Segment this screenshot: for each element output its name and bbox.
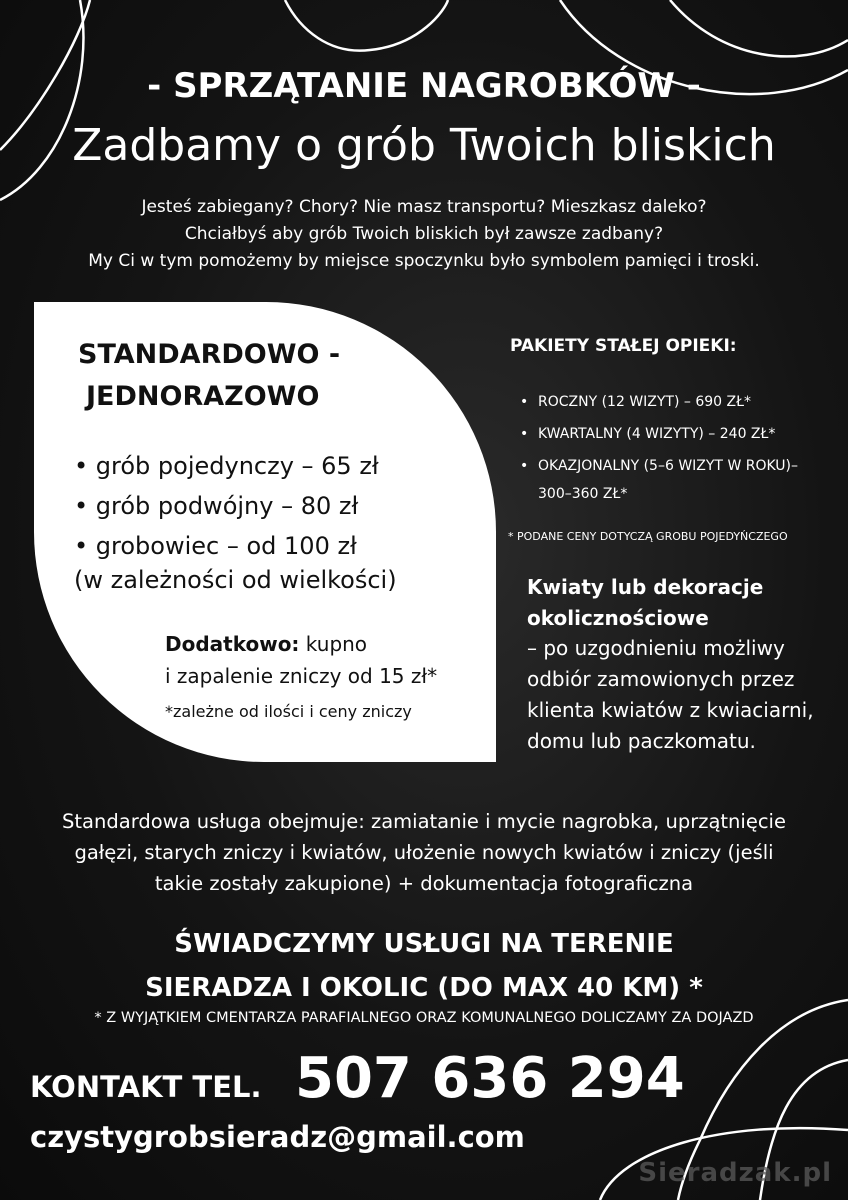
page-title: - SPRZĄTANIE NAGROBKÓW -: [147, 66, 701, 106]
intro-line: Jesteś zabiegany? Chory? Nie masz transportu? Mieszkasz daleko?: [141, 197, 707, 217]
email-address[interactable]: czystygrobsieradz@gmail.com: [30, 1120, 525, 1154]
page-subtitle: Zadbamy o grób Twoich bliskich: [72, 120, 776, 171]
area-line: ŚWIADCZYMY USŁUGI NA TERENIE: [174, 929, 674, 959]
area-note: * Z WYJĄTKIEM CMENTARZA PARAFIALNEGO ORAZ KOMUNALNEGO DOLICZAMY ZA DOJAZD: [94, 1010, 754, 1026]
phone-number[interactable]: 507 636 294: [295, 1046, 685, 1111]
contact-label: KONTAKT TEL.: [30, 1070, 262, 1104]
standard-heading-line: STANDARDOWO -: [78, 339, 341, 370]
standard-heading: [78, 334, 408, 418]
bullet-icon: •: [520, 394, 529, 410]
package-label: ROCZNY (12 WIZYT) – 690 ZŁ*: [538, 394, 751, 410]
packages-heading: PAKIETY STAŁEJ OPIEKI:: [510, 336, 737, 356]
bullet-icon: •: [520, 458, 529, 474]
extra-offer: [165, 628, 495, 692]
price-item: • grób pojedynczy – 65 zł: [74, 452, 379, 480]
service-line: gałęzi, starych zniczy i kwiatów, ułożenie nowych kwiatów i zniczy (jeśli: [74, 841, 774, 864]
watermark: Sieradzak.pl: [638, 1158, 832, 1188]
standard-price-list: [74, 446, 484, 566]
service-area: [0, 922, 848, 1010]
package-item: [520, 420, 830, 448]
service-line: Standardowa usługa obejmuje: zamiatanie i mycie nagrobka, uprzątnięcie: [62, 810, 786, 833]
bullet-icon: •: [520, 426, 529, 442]
package-label: KWARTALNY (4 WIZYTY) – 240 ZŁ*: [538, 426, 776, 442]
area-line: SIERADZA I OKOLIC (DO MAX 40 KM) *: [145, 973, 703, 1003]
flowers-heading: Kwiaty lub dekoracje okolicznościowe: [527, 575, 764, 630]
extra-text: i zapalenie zniczy od 15 zł*: [165, 664, 438, 688]
flowers-text: – po uzgodnieniu możliwy odbiór zamowionych przez klienta kwiatów z kwiaciarni, domu lub paczkomatu.: [527, 636, 814, 753]
standard-service-text: [0, 806, 848, 899]
package-item: [520, 452, 830, 508]
service-line: takie zostały zakupione) + dokumentacja fotograficzna: [154, 872, 694, 895]
extra-note: *zależne od ilości i ceny zniczy: [165, 702, 412, 721]
price-item: • grobowiec – od 100 zł: [74, 532, 357, 560]
intro-line: My Ci w tym pomożemy by miejsce spoczynku było symbolem pamięci i troski.: [88, 251, 760, 271]
size-note: (w zależności od wielkości): [74, 566, 397, 594]
extra-label: Dodatkowo:: [165, 632, 300, 656]
intro-text: [0, 194, 848, 275]
package-item: [520, 388, 830, 416]
price-item: • grób podwójny – 80 zł: [74, 492, 359, 520]
extra-text: kupno: [299, 632, 368, 656]
standard-heading-line: JEDNORAZOWO: [86, 381, 320, 412]
packages-note: * PODANE CENY DOTYCZĄ GROBU POJEDYŃCZEGO: [508, 530, 788, 543]
packages-list: [520, 388, 830, 512]
package-label: OKAZJONALNY (5–6 WIZYT W ROKU)– 300–360 ZŁ*: [538, 458, 798, 502]
intro-line: Chciałbyś aby grób Twoich bliskich był zawsze zadbany?: [184, 224, 664, 244]
